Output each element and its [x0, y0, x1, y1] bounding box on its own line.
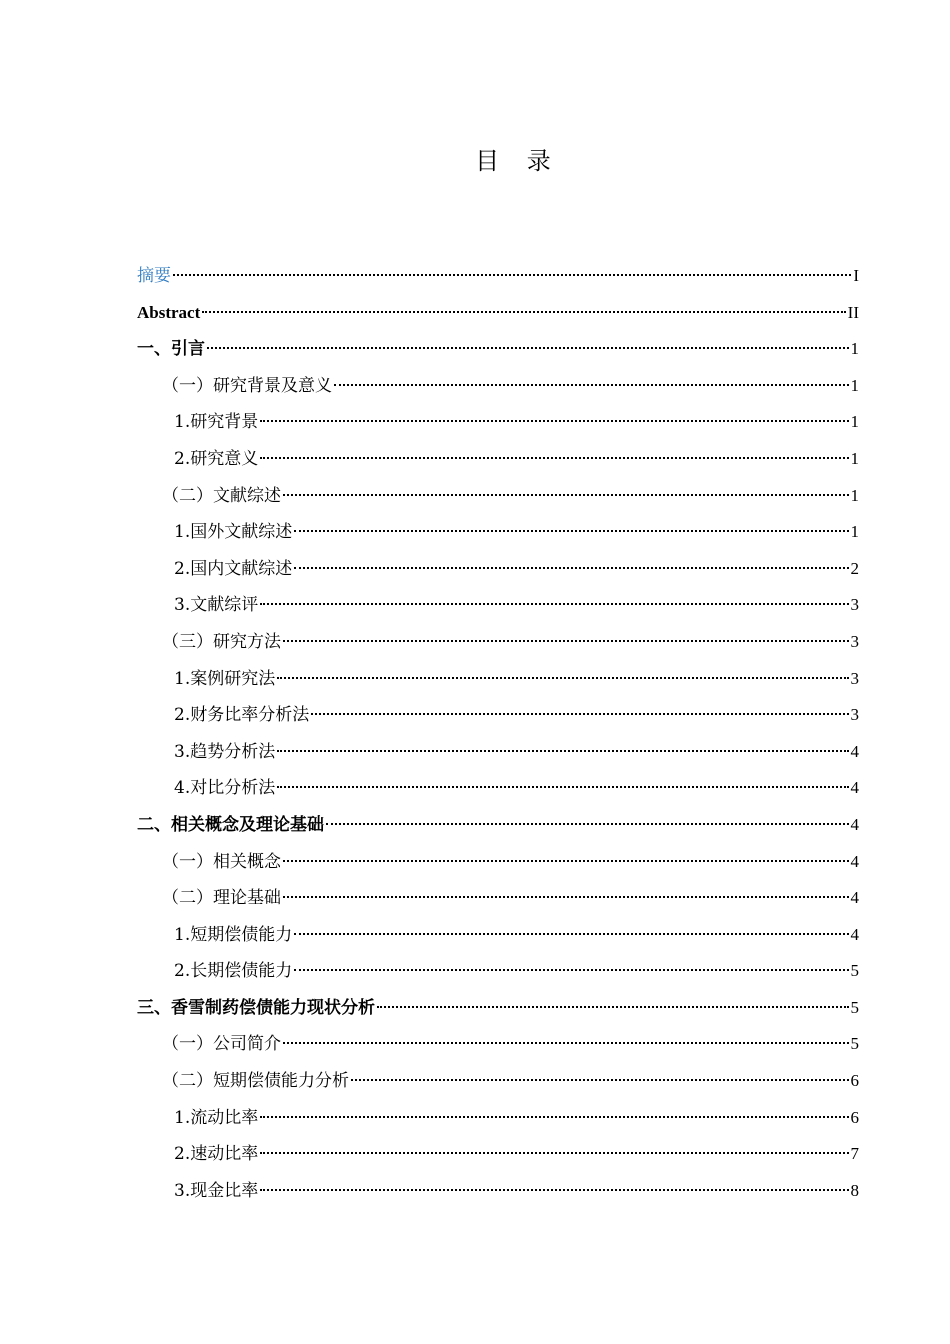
toc-page-number: 5 — [850, 961, 859, 981]
toc-entry[interactable] — [137, 587, 859, 624]
toc-entry-label: 三、香雪制药偿债能力现状分析 — [137, 997, 375, 1018]
toc-dot-leader — [283, 1042, 849, 1044]
toc-dot-leader — [283, 494, 849, 496]
toc-entry-label: 二、相关概念及理论基础 — [137, 814, 324, 835]
toc-page-number: 3 — [850, 668, 859, 688]
toc-entry[interactable] — [137, 953, 859, 990]
toc-entry[interactable] — [137, 478, 859, 515]
toc-entry[interactable] — [137, 1100, 859, 1137]
toc-list — [137, 258, 859, 1209]
toc-entry-label: 1.案例研究法 — [174, 668, 276, 689]
toc-entry-label: 3.趋势分析法 — [174, 741, 276, 762]
toc-dot-leader — [260, 1116, 848, 1118]
toc-dot-leader — [260, 1189, 848, 1191]
toc-dot-leader — [283, 860, 849, 862]
toc-dot-leader — [260, 603, 848, 605]
toc-entry[interactable] — [137, 844, 859, 881]
toc-entry-label: （一）公司简介 — [162, 1034, 281, 1055]
toc-page-number: 1 — [850, 412, 859, 432]
toc-entry[interactable] — [137, 770, 859, 807]
toc-entry-label: （三）研究方法 — [162, 631, 281, 652]
toc-dot-leader — [277, 677, 848, 679]
toc-entry-label: 2.长期偿债能力 — [174, 961, 293, 982]
toc-page-number: 1 — [850, 522, 859, 542]
toc-entry[interactable] — [137, 1063, 859, 1100]
toc-page-number: 4 — [850, 888, 859, 908]
toc-dot-leader — [294, 933, 848, 935]
toc-entry[interactable] — [137, 295, 859, 332]
toc-page-number: 1 — [850, 485, 859, 505]
toc-page-number: 1 — [850, 339, 859, 359]
toc-dot-leader — [283, 640, 849, 642]
toc-entry-label: （二）理论基础 — [162, 888, 281, 909]
toc-entry-label: 4.对比分析法 — [174, 778, 276, 799]
toc-dot-leader — [173, 274, 851, 276]
toc-page-number: 4 — [850, 851, 859, 871]
toc-dot-leader — [260, 1152, 848, 1154]
toc-entry[interactable] — [137, 990, 859, 1027]
toc-dot-leader — [277, 786, 848, 788]
toc-page-number: 3 — [850, 705, 859, 725]
toc-entry[interactable] — [137, 404, 859, 441]
toc-entry[interactable] — [137, 1136, 859, 1173]
toc-entry[interactable] — [137, 917, 859, 954]
toc-entry-label: 3.文献综评 — [174, 595, 259, 616]
toc-page-number: 6 — [850, 1107, 859, 1127]
toc-entry-label: （一）相关概念 — [162, 851, 281, 872]
toc-page-number: 7 — [850, 1144, 859, 1164]
toc-dot-leader — [294, 969, 848, 971]
toc-entry-label: Abstract — [137, 302, 201, 322]
toc-dot-leader — [311, 713, 848, 715]
toc-page-number: 2 — [850, 558, 859, 578]
toc-entry[interactable] — [137, 514, 859, 551]
toc-page-number: 1 — [850, 375, 859, 395]
toc-page-number: 4 — [850, 778, 859, 798]
toc-page-number: 4 — [850, 814, 859, 834]
toc-entry-label: 2.财务比率分析法 — [174, 705, 310, 726]
toc-dot-leader — [351, 1079, 849, 1081]
toc-entry-label: 1.短期偿债能力 — [174, 924, 293, 945]
toc-title: 目 录 — [475, 147, 561, 175]
toc-entry-label: （二）文献综述 — [162, 485, 281, 506]
toc-page-number: 3 — [850, 595, 859, 615]
toc-entry-label: 2.速动比率 — [174, 1144, 259, 1165]
toc-entry[interactable] — [137, 368, 859, 405]
toc-entry[interactable] — [137, 734, 859, 771]
toc-dot-leader — [334, 384, 849, 386]
toc-entry[interactable] — [137, 441, 859, 478]
toc-dot-leader — [326, 823, 849, 825]
toc-dot-leader — [260, 457, 848, 459]
toc-entry[interactable] — [137, 1026, 859, 1063]
toc-entry-label: （一）研究背景及意义 — [162, 375, 332, 396]
toc-entry-label: （二）短期偿债能力分析 — [162, 1071, 349, 1092]
toc-entry-label: 2.研究意义 — [174, 448, 259, 469]
toc-entry-label: 一、引言 — [137, 339, 205, 360]
toc-entry[interactable] — [137, 624, 859, 661]
toc-dot-leader — [294, 530, 848, 532]
toc-entry[interactable] — [137, 258, 859, 295]
toc-page-number: 4 — [850, 924, 859, 944]
toc-page-number: II — [847, 302, 859, 322]
toc-entry-label: 1.国外文献综述 — [174, 522, 293, 543]
toc-dot-leader — [260, 420, 848, 422]
toc-entry-label: 2.国内文献综述 — [174, 558, 293, 579]
toc-page-number: 5 — [850, 1034, 859, 1054]
toc-page-number: 6 — [850, 1071, 859, 1091]
toc-entry-label: 1.流动比率 — [174, 1107, 259, 1128]
toc-entry-label: 3.现金比率 — [174, 1180, 259, 1201]
toc-page-number: 4 — [850, 741, 859, 761]
toc-dot-leader — [277, 750, 848, 752]
toc-page-number: 5 — [850, 997, 859, 1017]
toc-dot-leader — [283, 896, 849, 898]
toc-entry[interactable] — [137, 331, 859, 368]
toc-entry[interactable] — [137, 551, 859, 588]
toc-page-number: 8 — [850, 1180, 859, 1200]
toc-entry[interactable] — [137, 880, 859, 917]
toc-dot-leader — [207, 347, 849, 349]
toc-entry[interactable] — [137, 1173, 859, 1210]
toc-dot-leader — [294, 567, 848, 569]
toc-dot-leader — [202, 311, 845, 313]
toc-entry-label: 1.研究背景 — [174, 412, 259, 433]
toc-entry[interactable] — [137, 807, 859, 844]
toc-entry[interactable] — [137, 697, 859, 734]
toc-entry[interactable] — [137, 661, 859, 698]
toc-page-number: 3 — [850, 631, 859, 651]
toc-dot-leader — [377, 1006, 849, 1008]
toc-page-number: 1 — [850, 448, 859, 468]
toc-page-number: I — [853, 266, 859, 285]
toc-entry-label: 摘要 — [137, 266, 171, 286]
